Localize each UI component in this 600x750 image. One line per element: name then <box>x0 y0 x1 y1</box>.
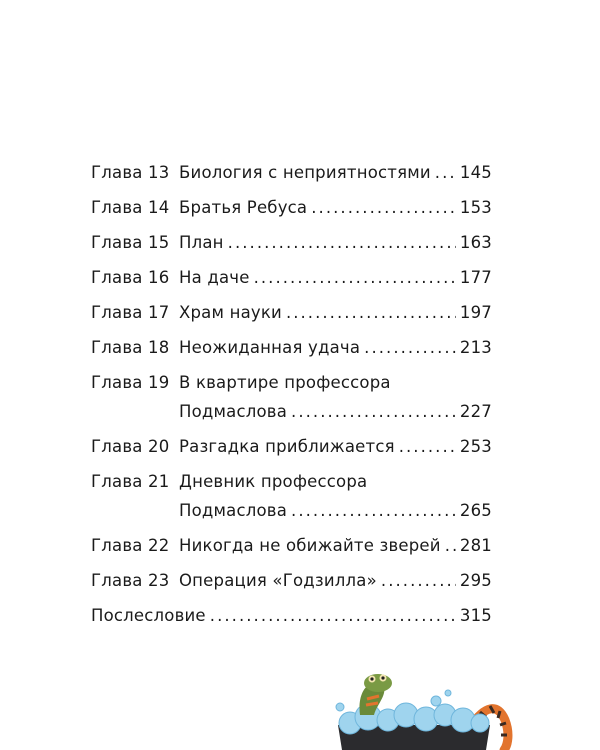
dot-leader <box>291 498 456 524</box>
dot-leader <box>381 568 456 594</box>
page-number: 197 <box>459 303 492 322</box>
dot-leader <box>311 195 456 221</box>
toc-entry-23[interactable] <box>91 568 492 603</box>
dot-leader <box>210 603 456 629</box>
toc-entry-20[interactable] <box>91 434 492 469</box>
chapter-label: Глава 14 <box>91 198 170 217</box>
chapter-title-line1: В квартире профессора <box>179 373 391 392</box>
chapter-title: План <box>179 233 224 252</box>
chapter-title-line2: Подмаслова <box>179 402 288 421</box>
page-number: 281 <box>459 536 492 555</box>
page-number: 253 <box>459 437 492 456</box>
chapter-title: Никогда не обижайте зверей <box>179 536 441 555</box>
chapter-label: Глава 15 <box>91 233 170 252</box>
chapter-title: Биология с неприятностями <box>179 163 431 182</box>
toc-entry-14[interactable] <box>91 195 492 230</box>
chapter-title: Храм науки <box>179 303 282 322</box>
chapter-title-line1: Дневник профессора <box>179 472 368 491</box>
dot-leader <box>286 300 456 326</box>
toc-entry-16[interactable] <box>91 265 492 300</box>
chapter-label: Глава 16 <box>91 268 170 287</box>
toc-entry-17[interactable] <box>91 300 492 335</box>
chapter-title-line2: Подмаслова <box>179 501 288 520</box>
chapter-title: Операция «Годзилла» <box>179 571 377 590</box>
afterword-title: Послесловие <box>91 606 206 625</box>
chapter-title: На даче <box>179 268 250 287</box>
chapter-label: Глава 17 <box>91 303 170 322</box>
page-number: 213 <box>459 338 492 357</box>
chapter-label: Глава 13 <box>91 163 170 182</box>
table-of-contents <box>91 160 492 638</box>
chapter-label: Глава 21 <box>91 472 170 491</box>
page-number: 295 <box>459 571 492 590</box>
page-number: 163 <box>459 233 492 252</box>
page-number: 315 <box>459 606 492 625</box>
toc-entry-19[interactable] <box>91 370 492 434</box>
page-number: 153 <box>459 198 492 217</box>
chapter-label: Глава 19 <box>91 373 170 392</box>
dot-leader <box>228 230 456 256</box>
chapter-label: Глава 18 <box>91 338 170 357</box>
toc-entry-afterword[interactable] <box>91 603 492 638</box>
page-number: 265 <box>459 501 492 520</box>
page-number: 145 <box>459 163 492 182</box>
chapter-title: Неожиданная удача <box>179 338 361 357</box>
chapter-label: Глава 20 <box>91 437 170 456</box>
lizard-in-bathtub-icon <box>320 665 520 750</box>
chapter-label: Глава 22 <box>91 536 170 555</box>
page-number: 227 <box>459 402 492 421</box>
toc-entry-21[interactable] <box>91 469 492 533</box>
dot-leader <box>291 399 456 425</box>
toc-entry-22[interactable] <box>91 533 492 568</box>
dot-leader <box>364 335 456 361</box>
chapter-title: Братья Ребуса <box>179 198 308 217</box>
dot-leader <box>445 533 456 559</box>
toc-entry-18[interactable] <box>91 335 492 370</box>
dot-leader <box>254 265 456 291</box>
dot-leader <box>435 160 456 186</box>
dot-leader <box>399 434 456 460</box>
chapter-label: Глава 23 <box>91 571 170 590</box>
toc-entry-15[interactable] <box>91 230 492 265</box>
chapter-title: Разгадка приближается <box>179 437 395 456</box>
page-number: 177 <box>459 268 492 287</box>
toc-entry-13[interactable] <box>91 160 492 195</box>
